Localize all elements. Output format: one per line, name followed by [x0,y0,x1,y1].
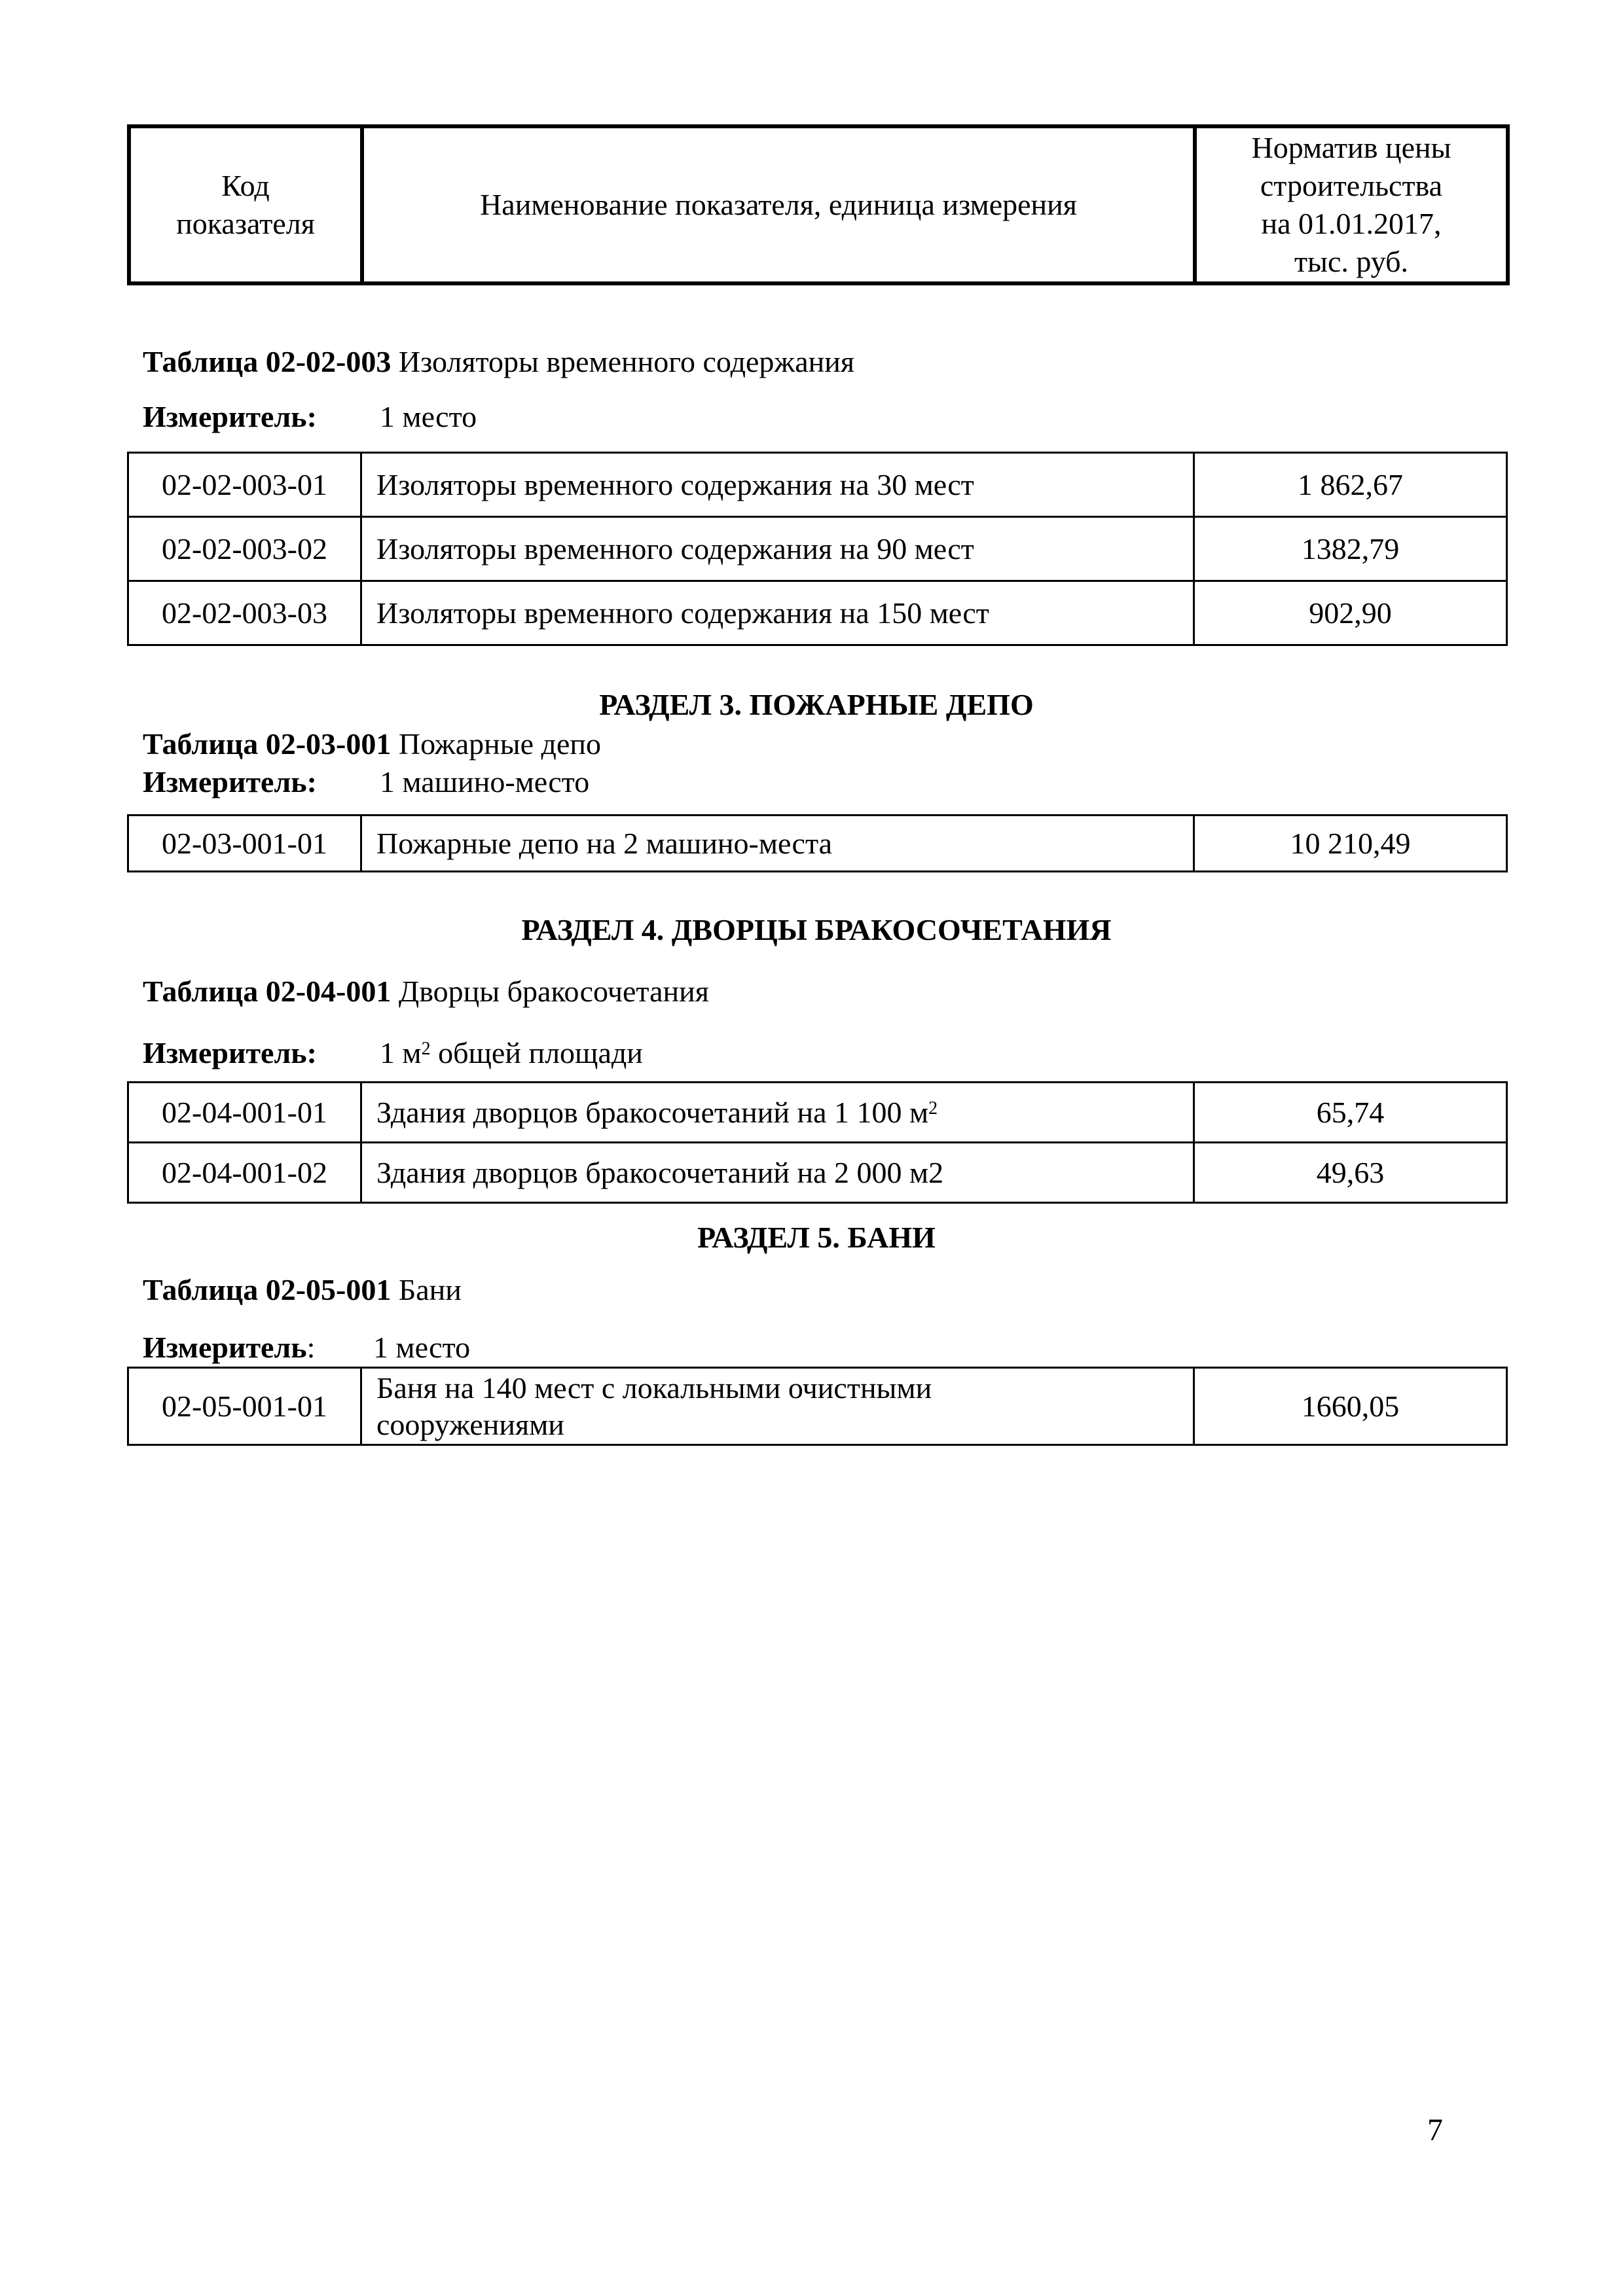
table-title: Дворцы бракосочетания [398,975,709,1008]
row-price: 902,90 [1194,581,1507,645]
row-price: 49,63 [1194,1143,1507,1203]
table-label: Таблица 02-04-001 [143,975,392,1008]
measure-colon: : [306,1331,316,1364]
header-price-line1: Норматив цены [1251,131,1451,164]
table-title: Бани [398,1273,462,1306]
measure-label: Измеритель: [143,1036,317,1069]
header-code-line1: Код [221,169,270,202]
measure-value-pre: 1 м [380,1036,422,1069]
header-price-line3: на 01.01.2017, [1261,207,1442,240]
row-code: 02-04-001-01 [128,1083,361,1143]
row-price: 1660,05 [1194,1368,1507,1445]
row-price: 1382,79 [1194,517,1507,581]
measure-value-sup: 2 [421,1039,431,1059]
table-row [128,517,1507,581]
measure-line [143,763,590,801]
row-code: 02-05-001-01 [128,1368,361,1445]
table-title: Пожарные депо [398,727,601,761]
row-name-line2: сооружениями [376,1407,564,1441]
measure-label: Измеритель: [143,400,317,433]
row-code: 02-02-003-01 [128,453,361,517]
table-label: Таблица 02-02-003 [143,345,392,378]
header-price-line4: тыс. руб. [1294,245,1409,278]
measure-label: Измеритель [143,1331,307,1364]
row-name: Пожарные депо на 2 машино-места [361,816,1194,872]
header-name-cell: Наименование показателя, единица измерения [362,126,1195,283]
row-name: Изоляторы временного содержания на 150 мест [361,581,1194,645]
measure-value: 1 место [373,1331,471,1364]
section-title: РАЗДЕЛ 5. БАНИ [697,1221,936,1254]
section-title: РАЗДЕЛ 3. ПОЖАРНЫЕ ДЕПО [599,688,1034,721]
table-row [128,1083,1507,1143]
table-caption [143,725,601,763]
row-name-text: Здания дворцов бракосочетаний на 1 100 м [376,1095,929,1129]
header-code-line2: показателя [176,207,315,240]
measure-line [143,1034,643,1072]
row-code: 02-02-003-02 [128,517,361,581]
row-price: 65,74 [1194,1083,1507,1143]
header-price-cell [1195,126,1508,283]
table-row [128,816,1507,872]
row-name-sup: 2 [928,1098,938,1119]
data-table [127,1367,1508,1446]
header-row [129,126,1508,283]
measure-label: Измеритель: [143,765,317,798]
data-table [127,814,1508,872]
row-name [361,1083,1194,1143]
measure-line [143,1329,471,1367]
data-table [127,1081,1508,1204]
row-name: Изоляторы временного содержания на 30 мест [361,453,1194,517]
measure-value-post: общей площади [430,1036,643,1069]
table-label: Таблица 02-05-001 [143,1273,392,1306]
table-row [128,581,1507,645]
table-row [128,453,1507,517]
table-caption [143,1271,462,1309]
table-row [128,1143,1507,1203]
section-title: РАЗДЕЛ 4. ДВОРЦЫ БРАКОСОЧЕТАНИЯ [521,913,1112,946]
row-code: 02-04-001-02 [128,1143,361,1203]
measure-value [380,1034,643,1072]
table-caption [143,343,854,381]
row-price: 1 862,67 [1194,453,1507,517]
row-name-line1: Баня на 140 мест с локальными очистными [376,1371,932,1405]
table-row [128,1368,1507,1445]
header-table [127,124,1510,285]
row-price: 10 210,49 [1194,816,1507,872]
table-title: Изоляторы временного содержания [398,345,854,378]
row-name [361,1368,1194,1445]
table-label: Таблица 02-03-001 [143,727,392,761]
table-caption [143,973,709,1011]
row-name: Здания дворцов бракосочетаний на 2 000 м2 [361,1143,1194,1203]
header-price-line2: строительства [1260,169,1443,202]
row-name: Изоляторы временного содержания на 90 мест [361,517,1194,581]
page-number: 7 [1427,2113,1443,2147]
measure-line [143,398,477,436]
header-code-cell [129,126,362,283]
row-code: 02-02-003-03 [128,581,361,645]
row-code: 02-03-001-01 [128,816,361,872]
measure-value: 1 место [380,400,477,433]
data-table [127,452,1508,646]
measure-value: 1 машино-место [380,765,590,798]
